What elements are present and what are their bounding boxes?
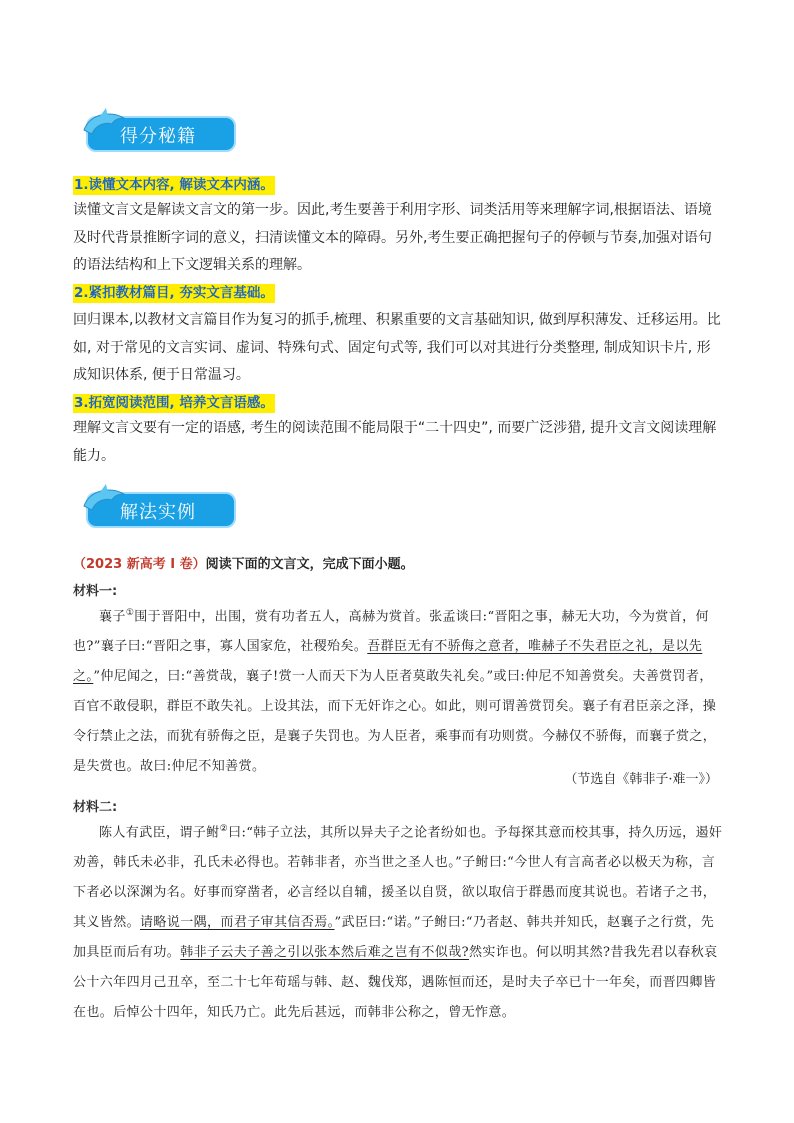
section-title: 得分秘籍 <box>120 126 196 147</box>
tip-body-2: 回归课本,以教材文言篇目作为复习的抓手,梳理、积累重要的文言基础知识, 做到厚积薄发、迁移运用。比如, 对于常见的文言实词、虚词、特殊句式、固定句式等, 我们可以对其进行分类整理, 制成知识卡片, 形成知识体系, 便于日常温习。 <box>73 312 721 383</box>
material-1-text: 襄子①围于晋阳中，出围，赏有功者五人，高赫为赏首。张孟谈曰:“晋阳之事，赫无大功，今为赏首，何也?”襄子曰:“晋阳之事，寡人国家危，社稷殆矣。吾群臣无有不骄侮之意者，唯赫子不失君臣之礼，是以先之。”仲尼闻之，曰:“善赏哉，襄子!赏一人而天下为人臣者莫敢失礼矣。”或曰:仲尼不知善赏矣。夫善赏罚者，百官不敢侵职，群臣不敢失礼。上设其法，而下无奸诈之心。如此，则可谓善赏罚矣。襄子有君臣亲之泽，操令行禁止之法，而犹有骄侮之臣，是襄子失罚也。为人臣者，乘事而有功则赏。今赫仅不骄侮，而襄子赏之，是失赏也。故曰:仲尼不知善赏。 <box>73 608 717 775</box>
section-title: 解法实例 <box>120 502 196 523</box>
underlined-sentence: 吾群臣无有不骄侮之意者，唯赫子不失君臣之礼，是以先之。 <box>73 639 703 685</box>
underlined-sentence: 请略说一隅，而君子审其信否焉。 <box>140 915 335 931</box>
question-prompt: （2023 新高考 I 卷）阅读下面的文言文，完成下面小题。 <box>73 557 414 572</box>
section-badge-examples <box>80 484 238 530</box>
section-badge-tips <box>80 108 238 154</box>
tip-heading-1: 1.读懂文本内容, 解读文本内涵。 <box>74 177 274 193</box>
tip-heading-2: 2.紧扣教材篇目, 夯实文言基础。 <box>74 285 274 301</box>
material-2-label: 材料二: <box>73 800 118 815</box>
material-1-label: 材料一: <box>73 584 118 599</box>
tip-body-3: 理解文言文要有一定的语感, 考生的阅读范围不能局限于“二十四史”, 而要广泛涉猎, 提升文言文阅读理解能力。 <box>73 420 717 464</box>
tip-body-1: 读懂文言文是解读文言文的第一步。因此,考生要善于利用字形、词类活用等来理解字词,根据语法、语境及时代背景推断字词的意义，扫清读懂文本的障碍。另外,考生要正确把握句子的停顿与节奏,加强对语句的语法结构和上下文逻辑关系的理解。 <box>73 202 712 273</box>
material-2-text: 陈人有武臣，谓子鲋②曰:“韩子立法，其所以异夫子之论者纷如也。予每探其意而校其事，持久历远，遏奸劝善，韩氏未必非，孔氏未必得也。若韩非者，亦当世之圣人也。”子鲋曰:“今世人有言高者必以极天为称，言下者必以深渊为名。好事而穿凿者，必言经以自辅，援圣以自贤，欲以取信于群愚而度其说也。若诸子之书，其义皆然。请略说一隅，而君子审其信否焉。”武臣曰:“诺。”子鲋曰:“乃者赵、韩共并知氏，赵襄子之行赏，先加具臣而后有功。韩非子云夫子善之引以张本然后难之岂有不似哉?然实诈也。何以明其然?昔我先君以春秋哀公十六年四月己丑卒，至二十七年荀瑶与韩、赵、魏伐郑，遇陈恒而还，是时夫子卒已十一年矣，而晋四卿皆在也。后悼公十四年，知氏乃亡。此先后甚远，而韩非公称之，曾无怍意。 <box>73 824 723 1021</box>
underlined-sentence: 韩非子云夫子善之引以张本然后难之岂有不似哉? <box>180 945 469 961</box>
source-note: （节选自《韩非子·难一》） <box>564 772 718 787</box>
tip-heading-3: 3.拓宽阅读范围, 培养文言语感。 <box>74 395 274 411</box>
